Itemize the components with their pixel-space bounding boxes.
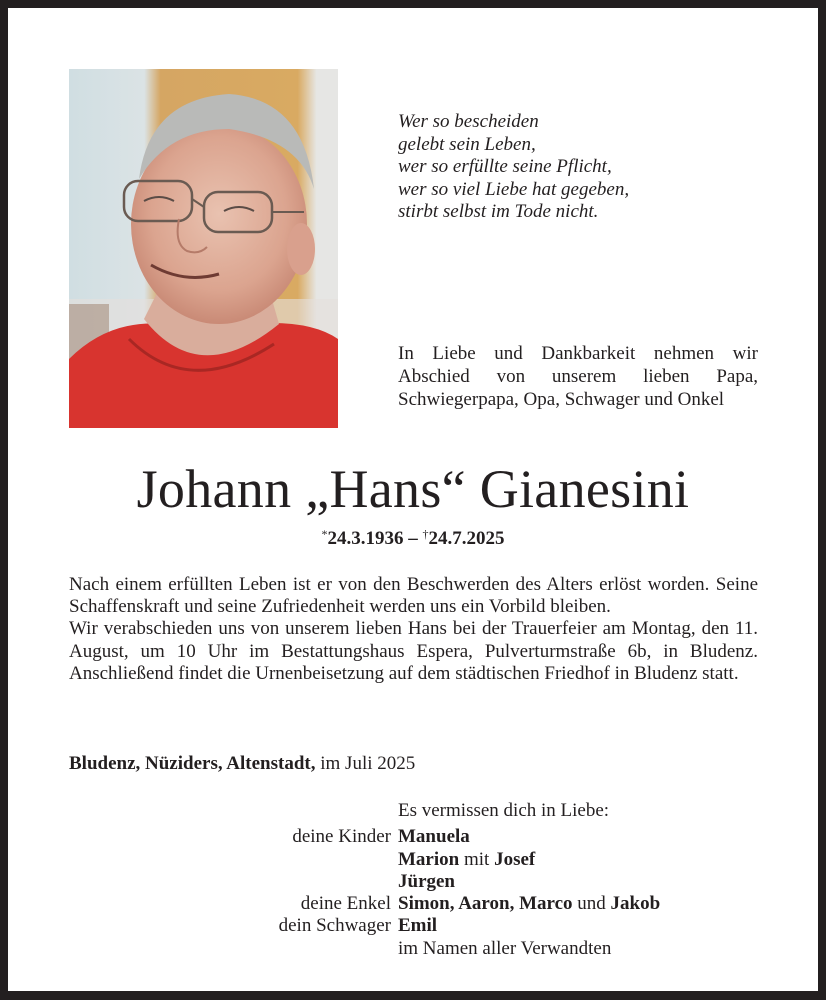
mourner-relation [8, 849, 398, 871]
deceased-name: Johann „Hans“ Gianesini [136, 459, 690, 519]
mourner-name: Jakob [610, 893, 661, 915]
body-paragraph: Nach einem erfüllten Leben ist er von den Beschwerden des Alters erlöst worden. Seine Schaffenskraft und seine Zufriedenheit werden uns ein Vorbild bleiben. [69, 574, 758, 618]
portrait-image-icon [69, 69, 338, 428]
place-date: im Juli 2025 [320, 753, 416, 774]
poem-line: wer so erfüllte seine Pflicht, [398, 156, 612, 177]
mourner-row [8, 893, 818, 915]
death-cross-icon: † [422, 527, 429, 541]
place-towns: Bludenz, Nüziders, Altenstadt, [69, 753, 316, 774]
mourner-name: Jürgen [398, 870, 455, 892]
death-date: 24.7.2025 [428, 528, 505, 549]
mourner-row [8, 871, 818, 893]
poem-line: wer so viel Liebe hat gegeben, [398, 178, 630, 200]
mourner-relation [8, 871, 398, 893]
mourner-row [8, 938, 818, 960]
mourner-connector: mit [463, 848, 490, 870]
mourners-intro: Es vermissen dich in Liebe: [398, 800, 610, 821]
mourner-name: Simon, Aaron, Marco [398, 893, 573, 915]
date-separator: – [408, 528, 418, 549]
mourner-row [8, 826, 818, 848]
mourner-row [8, 849, 818, 871]
memorial-poem [398, 111, 629, 224]
mourner-relation: deine Kinder [292, 826, 391, 848]
obituary-page [8, 8, 818, 991]
poem-line: stirbt selbst im Tode nicht. [398, 201, 599, 222]
farewell-text: In Liebe und Dankbarkeit nehmen wir Abschied von unserem lieben Papa, Schwiegerpapa, Opa, Schwager und Onkel [398, 343, 758, 410]
body-paragraph: Wir verabschieden uns von unserem lieben Hans bei der Trauerfeier am Montag, den 11. August, um 10 Uhr im Bestattungshaus Espera, Pulverturmstraße 6b, in Bludenz. Anschließend findet die Urnenbeisetzung auf dem städtischen Friedhof in Bludenz statt. [69, 618, 758, 684]
mourner-name: Emil [398, 915, 438, 937]
obituary-body [69, 574, 758, 685]
mourner-name: Josef [494, 848, 536, 870]
life-dates [8, 522, 818, 551]
mourner-relation: dein Schwager [278, 915, 391, 937]
mourners-list [8, 800, 818, 960]
mourners-closing: im Namen aller Verwandten [398, 937, 612, 959]
mourner-name: Manuela [398, 826, 470, 848]
mourner-name: Marion [398, 848, 460, 870]
place-and-date [69, 752, 415, 776]
poem-line: gelebt sein Leben, [398, 133, 536, 155]
mourner-connector: und [577, 893, 606, 915]
mourner-relation: deine Enkel [300, 893, 391, 915]
poem-line: Wer so bescheiden [398, 111, 539, 132]
portrait-photo [69, 69, 338, 428]
birth-star-icon: * [321, 527, 328, 541]
mourner-row [8, 915, 818, 937]
birth-date: 24.3.1936 [327, 528, 404, 549]
